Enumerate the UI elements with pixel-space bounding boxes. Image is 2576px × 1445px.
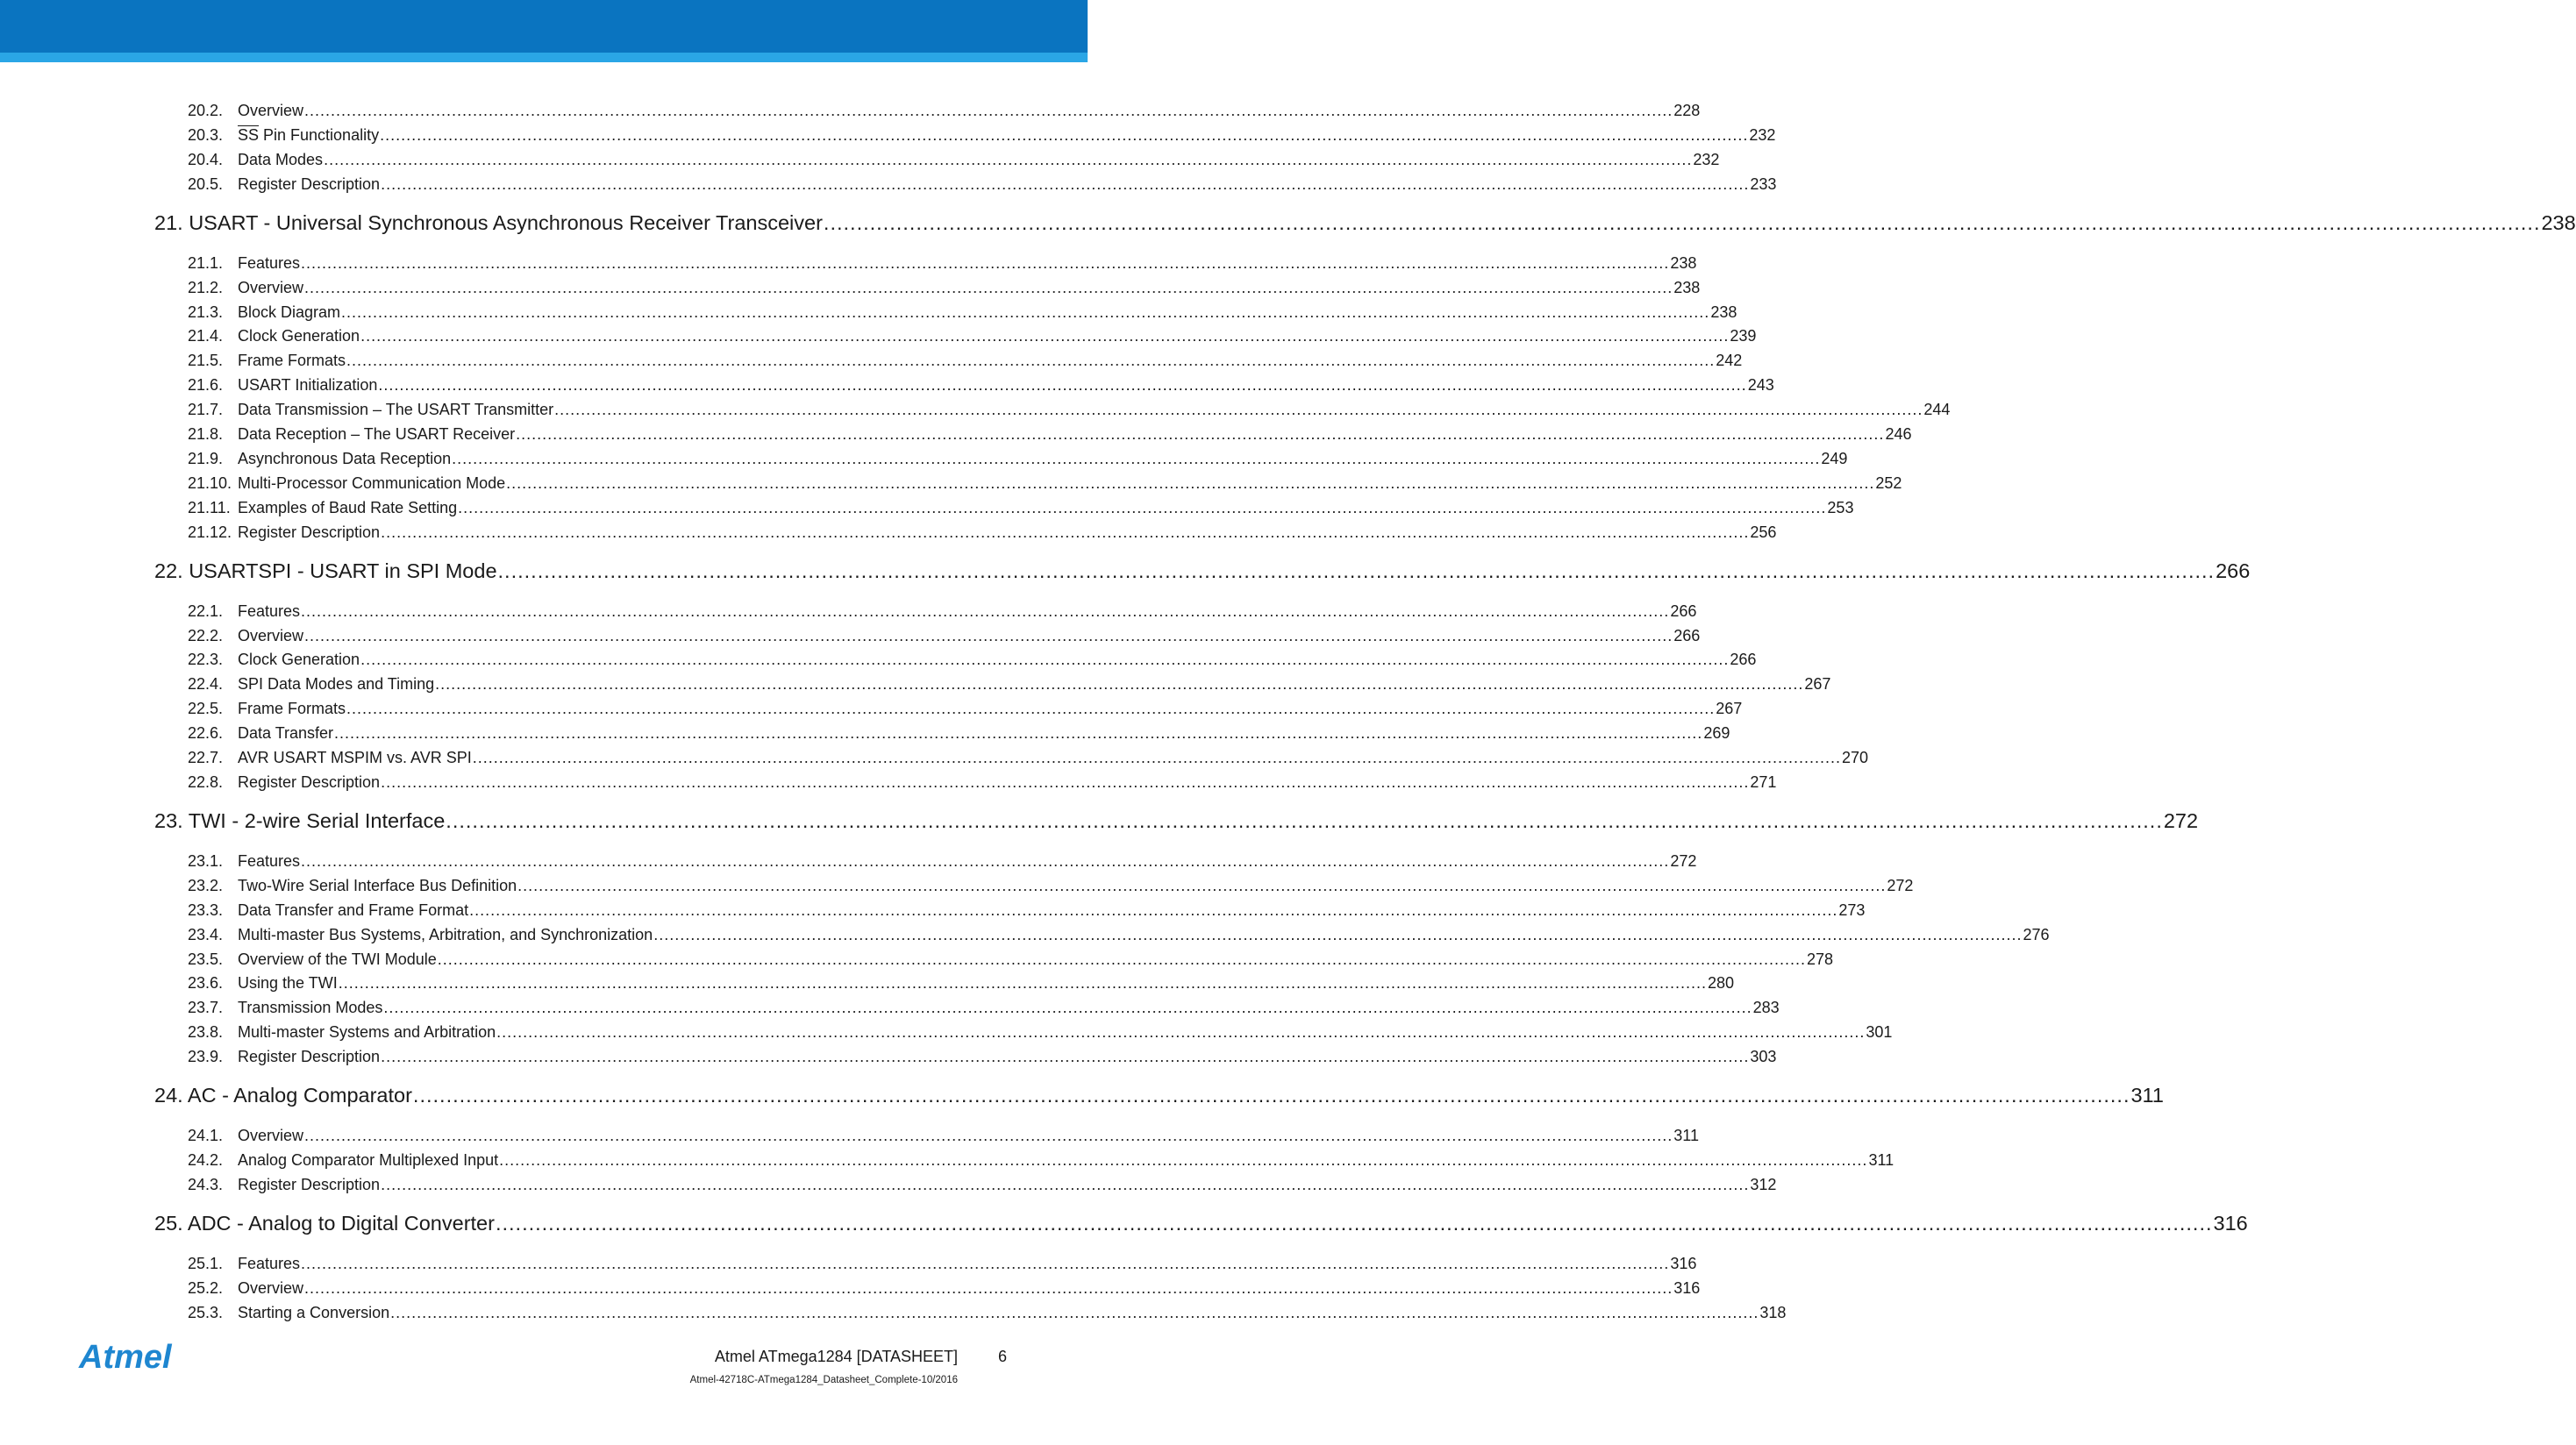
toc-chapter[interactable] xyxy=(154,808,2199,833)
toc-entry-title: Register Description xyxy=(238,1048,381,1066)
dot-leader: .................................................................................................................................................................................................................................................................... xyxy=(452,449,1821,467)
dot-leader: .................................................................................................................................................................................................................................................................... xyxy=(304,278,1673,296)
dot-leader: .................................................................................................................................................................................................................................................................... xyxy=(495,1211,2213,1235)
dot-leader: .................................................................................................................................................................................................................................................................... xyxy=(381,1048,1750,1066)
dot-leader: .................................................................................................................................................................................................................................................................... xyxy=(469,900,1838,919)
header-band-accent xyxy=(0,53,1088,62)
toc-page-number: 266 xyxy=(2216,559,2251,582)
dot-leader: .................................................................................................................................................................................................................................................................... xyxy=(437,950,1807,968)
toc-entry-title: Features xyxy=(238,851,301,870)
toc-entry-number: 22.5. xyxy=(188,700,224,718)
toc-page-number: 272 xyxy=(2163,808,2199,832)
toc-entry-number: 22.4. xyxy=(188,675,224,694)
toc-entry-number: 23.9. xyxy=(188,1048,224,1066)
toc-page-number: 228 xyxy=(1673,102,1701,119)
toc-page-number: 238 xyxy=(1673,278,1701,296)
toc-page-number: 272 xyxy=(1670,851,1697,870)
toc-entry[interactable] xyxy=(188,303,1738,322)
toc-entry-title: Using the TWI xyxy=(238,974,338,993)
toc-entry[interactable] xyxy=(188,651,1757,669)
toc-entry-number: 23.1. xyxy=(188,851,224,870)
dot-leader: .................................................................................................................................................................................................................................................................... xyxy=(381,772,1750,791)
toc-entry[interactable] xyxy=(188,125,1776,145)
dot-leader: .................................................................................................................................................................................................................................................................... xyxy=(304,626,1673,644)
toc-entry-title: Clock Generation xyxy=(238,651,360,669)
toc-entry[interactable] xyxy=(188,974,1735,993)
dot-leader: .................................................................................................................................................................................................................................................................... xyxy=(381,174,1750,193)
dot-leader: .................................................................................................................................................................................................................................................................... xyxy=(334,724,1703,743)
toc-entry-title: Data Modes xyxy=(238,150,324,168)
toc-entry-number: 21.7. xyxy=(188,401,224,419)
toc-chapter[interactable] xyxy=(154,559,2251,583)
toc-page-number: 243 xyxy=(1747,376,1774,395)
dot-leader: .................................................................................................................................................................................................................................................................... xyxy=(301,851,1670,870)
toc-entry-title: Multi-master Bus Systems, Arbitration, and Synchronization xyxy=(238,925,653,943)
toc-entry-number: 23.4. xyxy=(188,925,224,943)
footer-doc-title: Atmel ATmega1284 [DATASHEET] xyxy=(714,1348,958,1365)
toc-page-number: 303 xyxy=(1750,1048,1777,1066)
toc-entry[interactable] xyxy=(188,851,1697,871)
toc-entry-number: 24.2. xyxy=(188,1151,224,1169)
dot-leader: .................................................................................................................................................................................................................................................................... xyxy=(516,425,1885,443)
toc-page-number: 256 xyxy=(1750,523,1777,541)
toc-entry-number: 20.2. xyxy=(188,102,224,119)
dot-leader: .................................................................................................................................................................................................................................................................... xyxy=(506,473,1875,492)
toc-chapter[interactable] xyxy=(154,1084,2164,1107)
toc-page-number: 311 xyxy=(2130,1084,2164,1107)
dot-leader: .................................................................................................................................................................................................................................................................... xyxy=(653,925,2023,943)
dot-leader: .................................................................................................................................................................................................................................................................... xyxy=(496,1023,1866,1042)
toc-entry-title-text: Pin Functionality xyxy=(259,125,380,144)
toc-page-number: 253 xyxy=(1827,498,1854,516)
toc-page-number: 311 xyxy=(1673,1127,1699,1145)
toc-entry-number: 22.3. xyxy=(188,651,224,669)
toc-entry[interactable] xyxy=(188,352,1743,370)
toc-page-number: 239 xyxy=(1730,327,1757,345)
toc-entry[interactable] xyxy=(188,724,1730,743)
page-number: 6 xyxy=(998,1348,1008,1365)
toc-entry-number: 24.3. xyxy=(188,1175,224,1193)
toc-entry-title: Register Description xyxy=(238,523,381,541)
toc-entry[interactable] xyxy=(188,876,1914,895)
toc-entry-number: 21.4. xyxy=(188,327,224,345)
dot-leader: .................................................................................................................................................................................................................................................................... xyxy=(338,974,1707,993)
toc-entry[interactable] xyxy=(188,1278,1701,1298)
dot-leader: .................................................................................................................................................................................................................................................................... xyxy=(390,1303,1759,1321)
svg-text:Atmel: Atmel xyxy=(79,1339,172,1376)
toc-entry-number: 23.2. xyxy=(188,876,224,894)
toc-entry[interactable] xyxy=(188,523,1777,542)
dot-leader: .................................................................................................................................................................................................................................................................... xyxy=(497,559,2216,582)
toc-entry[interactable] xyxy=(188,675,1831,694)
dot-leader: .................................................................................................................................................................................................................................................................... xyxy=(446,808,2163,832)
toc-entry-title: Frame Formats xyxy=(238,700,346,718)
dot-leader: .................................................................................................................................................................................................................................................................... xyxy=(380,125,1749,144)
toc-page-number: 273 xyxy=(1838,900,1866,919)
toc-entry[interactable] xyxy=(188,174,1777,194)
toc-entry-title: Features xyxy=(238,601,301,620)
toc-entry-number: 21.2. xyxy=(188,278,224,296)
dot-leader: .................................................................................................................................................................................................................................................................... xyxy=(499,1151,1868,1169)
toc-page-number: 267 xyxy=(1716,700,1743,718)
toc-entry[interactable] xyxy=(188,626,1701,645)
toc-entry[interactable] xyxy=(188,900,1866,920)
toc-entry[interactable] xyxy=(188,700,1743,718)
toc-entry[interactable] xyxy=(188,925,2050,944)
toc-entry-title: Analog Comparator Multiplexed Input xyxy=(238,1151,499,1169)
dot-leader: .................................................................................................................................................................................................................................................................... xyxy=(823,210,2541,234)
overlined-signal-name: $\overline{SS}$ xyxy=(238,125,260,144)
dot-leader: .................................................................................................................................................................................................................................................................... xyxy=(472,749,1841,766)
toc-entry-title: Multi-Processor Communication Mode xyxy=(238,473,506,492)
dot-leader: .................................................................................................................................................................................................................................................................... xyxy=(412,1084,2130,1107)
toc-page-number: 232 xyxy=(1749,125,1776,144)
toc-entry-title: Data Reception – The USART Receiver xyxy=(238,425,516,443)
toc-entry-number: 23.5. xyxy=(188,950,224,968)
dot-leader: .................................................................................................................................................................................................................................................................... xyxy=(435,675,1804,694)
toc-page-number: 232 xyxy=(1693,150,1720,168)
toc-page-number: 311 xyxy=(1868,1151,1895,1169)
toc-entry[interactable] xyxy=(188,1127,1699,1145)
toc-entry-number: 23.6. xyxy=(188,974,224,993)
toc-chapter-title: 24. AC - Analog Comparator xyxy=(154,1084,412,1107)
toc-chapter[interactable] xyxy=(154,210,2576,235)
toc-chapter-title: 21. USART - Universal Synchronous Asynchronous Receiver Transceiver xyxy=(154,210,823,234)
dot-leader: .................................................................................................................................................................................................................................................................... xyxy=(458,498,1827,516)
toc-chapter-title: 22. USARTSPI - USART in SPI Mode xyxy=(154,559,497,582)
footer-doc-id: Atmel-42718C-ATmega1284_Datasheet_Complete-10/2016 xyxy=(689,1375,958,1385)
toc-entry-title: Overview xyxy=(238,102,304,119)
toc-page-number: 233 xyxy=(1750,174,1777,193)
toc-entry[interactable] xyxy=(188,1048,1777,1066)
dot-leader: .................................................................................................................................................................................................................................................................... xyxy=(304,102,1673,119)
toc-entry-number: 24.1. xyxy=(188,1127,224,1145)
toc-entry[interactable] xyxy=(188,401,1951,419)
toc-entry-number: 23.3. xyxy=(188,900,224,919)
toc-entry[interactable] xyxy=(188,1023,1893,1042)
toc-entry-title: Two-Wire Serial Interface Bus Definition xyxy=(238,876,517,894)
toc-entry-title: Data Transmission – The USART Transmitter xyxy=(238,401,554,419)
toc-entry-title: Data Transfer and Frame Format xyxy=(238,900,469,919)
toc-entry-number: 25.1. xyxy=(188,1254,224,1272)
toc-page-number: 252 xyxy=(1875,473,1902,492)
toc-entry-number: 20.5. xyxy=(188,174,224,193)
toc-entry[interactable] xyxy=(188,425,1912,444)
toc-entry-number: 23.8. xyxy=(188,1023,224,1042)
toc-page-number: 270 xyxy=(1842,749,1869,766)
toc-entry-title: Clock Generation xyxy=(238,327,360,345)
toc-page-number: 269 xyxy=(1703,724,1730,743)
toc-entry-number: 20.3. xyxy=(188,125,224,144)
toc-entry-title: Features xyxy=(238,253,301,272)
toc-entry-number: 21.9. xyxy=(188,449,224,467)
toc-entry-title: Overview xyxy=(238,278,304,296)
toc-entry-number: 21.3. xyxy=(188,303,224,321)
toc-entry-number: 23.7. xyxy=(188,999,224,1017)
toc-entry-title: Block Diagram xyxy=(238,303,341,321)
toc-entry-title: Register Description xyxy=(238,174,381,193)
dot-leader: .................................................................................................................................................................................................................................................................... xyxy=(383,999,1752,1017)
toc-entry-number: 21.10. xyxy=(188,473,232,492)
toc-entry[interactable] xyxy=(188,601,1697,621)
toc-page-number: 318 xyxy=(1759,1303,1787,1321)
toc-entry[interactable] xyxy=(188,950,1834,969)
dot-leader: .................................................................................................................................................................................................................................................................... xyxy=(346,700,1716,718)
toc-entry-title: Features xyxy=(238,1254,301,1272)
toc-entry[interactable] xyxy=(188,749,1869,767)
toc-entry[interactable] xyxy=(188,772,1777,792)
toc-page-number: 244 xyxy=(1923,401,1951,419)
toc-page-number: 266 xyxy=(1730,651,1757,669)
toc-entry-title: Transmission Modes xyxy=(238,999,383,1017)
toc-entry-title: Data Transfer xyxy=(238,724,334,743)
dot-leader: .................................................................................................................................................................................................................................................................... xyxy=(378,376,1747,395)
toc-entry-number: 21.8. xyxy=(188,425,224,443)
toc-entry-title: Overview xyxy=(238,1278,304,1297)
toc-entry-number: 22.1. xyxy=(188,601,224,620)
toc-entry-number: 21.12. xyxy=(188,523,232,541)
toc-entry-title: Overview xyxy=(238,626,304,644)
toc-page-number: 316 xyxy=(1673,1278,1701,1297)
toc-entry-number: 22.2. xyxy=(188,626,224,644)
toc-page-number: 238 xyxy=(1710,303,1738,321)
toc-entry-number: 20.4. xyxy=(188,150,224,168)
dot-leader: .................................................................................................................................................................................................................................................................... xyxy=(304,1127,1673,1145)
toc-page-number: 242 xyxy=(1716,352,1743,370)
toc-entry-title: SPI Data Modes and Timing xyxy=(238,675,435,694)
toc-page-number: 238 xyxy=(1670,253,1697,272)
toc-chapter[interactable] xyxy=(154,1211,2248,1235)
toc-entry-number: 22.7. xyxy=(188,749,224,766)
toc-entry-number: 21.11. xyxy=(188,498,231,516)
dot-leader: .................................................................................................................................................................................................................................................................... xyxy=(346,352,1716,370)
toc-page-number: 280 xyxy=(1707,974,1735,993)
toc-entry-title: Overview xyxy=(238,1127,304,1145)
toc-entry[interactable] xyxy=(188,376,1774,395)
dot-leader: .................................................................................................................................................................................................................................................................... xyxy=(301,601,1670,620)
toc-page-number: 276 xyxy=(2023,925,2050,943)
dot-leader: .................................................................................................................................................................................................................................................................... xyxy=(360,327,1730,345)
toc-entry[interactable] xyxy=(188,327,1757,345)
header-band xyxy=(0,0,1088,53)
toc-page-number: 266 xyxy=(1673,626,1701,644)
dot-leader: .................................................................................................................................................................................................................................................................... xyxy=(381,523,1750,541)
toc-entry-number: 22.6. xyxy=(188,724,224,743)
toc-page-number: 246 xyxy=(1885,425,1912,443)
toc-entry[interactable] xyxy=(188,449,1848,468)
toc-entry[interactable] xyxy=(188,278,1701,297)
toc-page-number: 316 xyxy=(1670,1254,1697,1272)
toc-page-number: 266 xyxy=(1670,601,1697,620)
toc-entry-title: Frame Formats xyxy=(238,352,346,370)
toc-entry[interactable] xyxy=(188,999,1780,1017)
dot-leader: .................................................................................................................................................................................................................................................................... xyxy=(304,1278,1673,1297)
dot-leader: .................................................................................................................................................................................................................................................................... xyxy=(381,1175,1750,1193)
toc-entry[interactable] xyxy=(188,253,1697,273)
toc-page-number: 316 xyxy=(2213,1211,2248,1235)
toc-page-number: 283 xyxy=(1752,999,1780,1017)
toc-entry[interactable] xyxy=(188,1175,1777,1194)
toc-entry-title: Register Description xyxy=(238,1175,381,1193)
toc-entry[interactable] xyxy=(188,1254,1697,1273)
toc-entry-title: Register Description xyxy=(238,772,381,791)
toc-entry[interactable] xyxy=(188,1303,1787,1322)
toc-entry-title: USART Initialization xyxy=(238,376,378,395)
toc-entry-number: 21.1. xyxy=(188,253,224,272)
toc-page-number: 301 xyxy=(1866,1023,1893,1042)
toc-entry-title: Multi-master Systems and Arbitration xyxy=(238,1023,496,1042)
toc-entry[interactable] xyxy=(188,473,1902,493)
toc-entry-title: AVR USART MSPIM vs. AVR SPI xyxy=(238,749,472,766)
toc-entry-number: 21.5. xyxy=(188,352,224,370)
toc-page-number: 271 xyxy=(1750,772,1777,791)
toc-entry-number: 25.2. xyxy=(188,1278,224,1297)
dot-leader: .................................................................................................................................................................................................................................................................... xyxy=(341,303,1710,321)
toc-page-number: 272 xyxy=(1887,876,1914,894)
dot-leader: .................................................................................................................................................................................................................................................................... xyxy=(517,876,1887,894)
toc-page-number: 312 xyxy=(1750,1175,1777,1193)
toc-entry-title: Asynchronous Data Reception xyxy=(238,449,452,467)
toc-entry-title: Examples of Baud Rate Setting xyxy=(238,498,458,516)
toc-entry[interactable] xyxy=(188,1151,1895,1170)
toc-entry-title: Overview of the TWI Module xyxy=(238,950,437,968)
dot-leader: .................................................................................................................................................................................................................................................................... xyxy=(301,253,1670,272)
toc-entry[interactable] xyxy=(188,102,1701,120)
toc-entry-number: 22.8. xyxy=(188,772,224,791)
toc-chapter-title: 23. TWI - 2-wire Serial Interface xyxy=(154,808,446,832)
toc-page-number: 278 xyxy=(1807,950,1834,968)
toc-entry-number: 21.6. xyxy=(188,376,224,395)
dot-leader: .................................................................................................................................................................................................................................................................... xyxy=(554,401,1923,419)
toc-chapter-title: 25. ADC - Analog to Digital Converter xyxy=(154,1211,495,1235)
toc-entry[interactable] xyxy=(188,150,1720,169)
toc-entry-title xyxy=(238,126,379,145)
toc-page-number: 267 xyxy=(1804,675,1831,694)
dot-leader: .................................................................................................................................................................................................................................................................... xyxy=(360,651,1730,669)
dot-leader: .................................................................................................................................................................................................................................................................... xyxy=(324,150,1693,168)
toc-entry[interactable] xyxy=(188,498,1854,517)
atmel-logo xyxy=(77,1336,209,1377)
toc-page-number: 238 xyxy=(2541,210,2576,234)
toc-page-number: 249 xyxy=(1821,449,1848,467)
dot-leader: .................................................................................................................................................................................................................................................................... xyxy=(301,1254,1670,1272)
toc-entry-number: 25.3. xyxy=(188,1303,224,1321)
toc-entry-title: Starting a Conversion xyxy=(238,1303,390,1321)
